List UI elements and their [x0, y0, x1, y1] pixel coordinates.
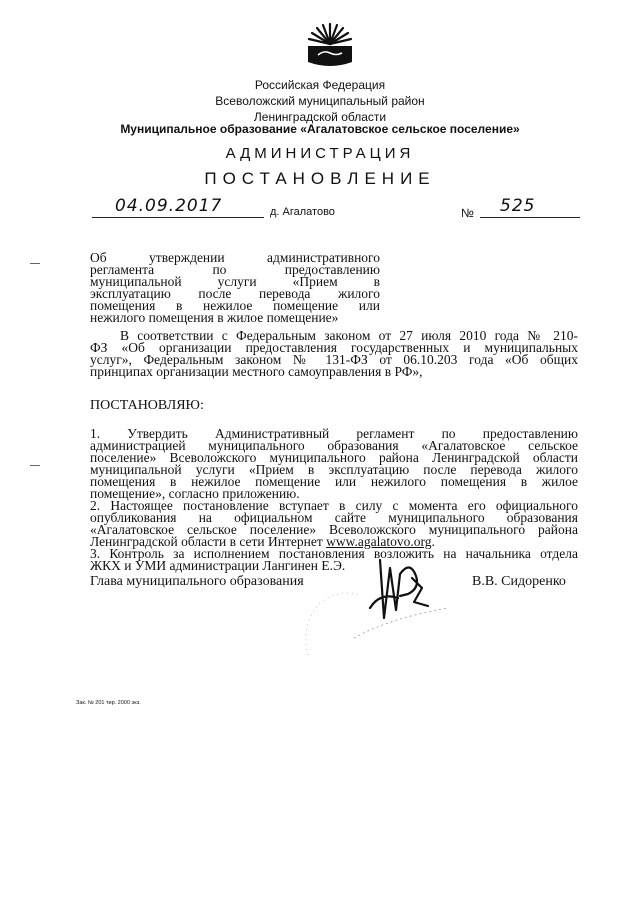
- title-decree: ПОСТАНОВЛЕНИЕ: [204, 169, 436, 188]
- item-line: 3. Контроль за исполнением постановления возложить на начальника отдела: [90, 546, 578, 561]
- item-line: 1. Утвердить Административный регламент по предоставлению: [90, 426, 578, 441]
- resolve-heading: ПОСТАНОВЛЯЮ:: [90, 398, 204, 413]
- signatory-name: В.В. Сидоренко: [472, 574, 566, 589]
- document-place: д. Агалатово: [270, 206, 335, 218]
- website-period: .: [431, 534, 435, 549]
- subject-line: муниципальной услуги «Прием в: [90, 274, 380, 289]
- subject-line: регламента по предоставлению: [90, 262, 380, 277]
- signatory-position: Глава муниципального образования: [90, 574, 304, 589]
- item-line: 2. Настоящее постановление вступает в силу с момента его официального: [90, 498, 578, 513]
- subject-line: помещения в нежилое помещение или: [90, 298, 380, 313]
- items-block: [90, 428, 578, 572]
- header-municipality: Муниципальное образование «Агалатовское сельское поселение»: [120, 122, 520, 136]
- number-underline: [480, 217, 580, 218]
- item-line: ЖКХ и УМИ администрации Лангинен Е.Э.: [90, 558, 346, 573]
- subject-line: эксплуатацию после перевода жилого: [90, 286, 380, 301]
- header-district: Всеволожский муниципальный район: [215, 94, 425, 108]
- item-line: опубликования на официальном сайте муниципального образования: [90, 510, 578, 525]
- preamble-block: [90, 330, 578, 378]
- margin-mark: [30, 465, 40, 466]
- subject-block: [90, 252, 380, 324]
- item-line: помещение», согласно приложению.: [90, 486, 300, 501]
- title-administration: АДМИНИСТРАЦИЯ: [225, 145, 415, 162]
- number-label: №: [461, 206, 474, 220]
- date-underline: [92, 217, 264, 218]
- website-link[interactable]: www.agalatovo.org: [326, 534, 432, 549]
- subject-line: Об утверждении административного: [90, 250, 380, 265]
- item-line: поселение» Всеволожского муниципального района Ленинградской области: [90, 450, 578, 465]
- document-date: 04.09.2017: [115, 196, 223, 216]
- item-line: муниципальной услуги «Прием в эксплуатацию после перевода жилого: [90, 462, 578, 477]
- stamp-trace-icon: [298, 585, 388, 660]
- item-line: «Агалатовское сельское поселение» Всеволожского муниципального района: [90, 522, 578, 537]
- print-info: Зак. № 201 тир. 2000 экз.: [76, 700, 141, 706]
- preamble-line: ФЗ «Об организации предоставления государственных и муниципальных: [90, 340, 578, 355]
- item-line: администрацией муниципального образования «Агалатовское сельское: [90, 438, 578, 453]
- subject-line: нежилого помещения в жилое помещение»: [90, 310, 339, 325]
- coat-of-arms-icon: [306, 22, 354, 68]
- header-country: Российская Федерация: [254, 78, 386, 92]
- header-region: Ленинградской области: [253, 110, 387, 124]
- item-line: помещения в нежилое помещение или нежилого помещения в жилое: [90, 474, 578, 489]
- margin-mark: [30, 263, 40, 264]
- preamble-line: В соответствии с Федеральным законом от 27 июля 2010 года № 210-: [120, 328, 578, 343]
- item-line-text: Ленинградской области в сети Интернет: [90, 534, 323, 549]
- preamble-line: услуг», Федеральным законом № 131-ФЗ от 06.10.203 года «Об общих: [90, 352, 578, 367]
- document-number: 525: [500, 196, 536, 216]
- preamble-line: принципах организации местного самоуправления в РФ»,: [90, 364, 423, 379]
